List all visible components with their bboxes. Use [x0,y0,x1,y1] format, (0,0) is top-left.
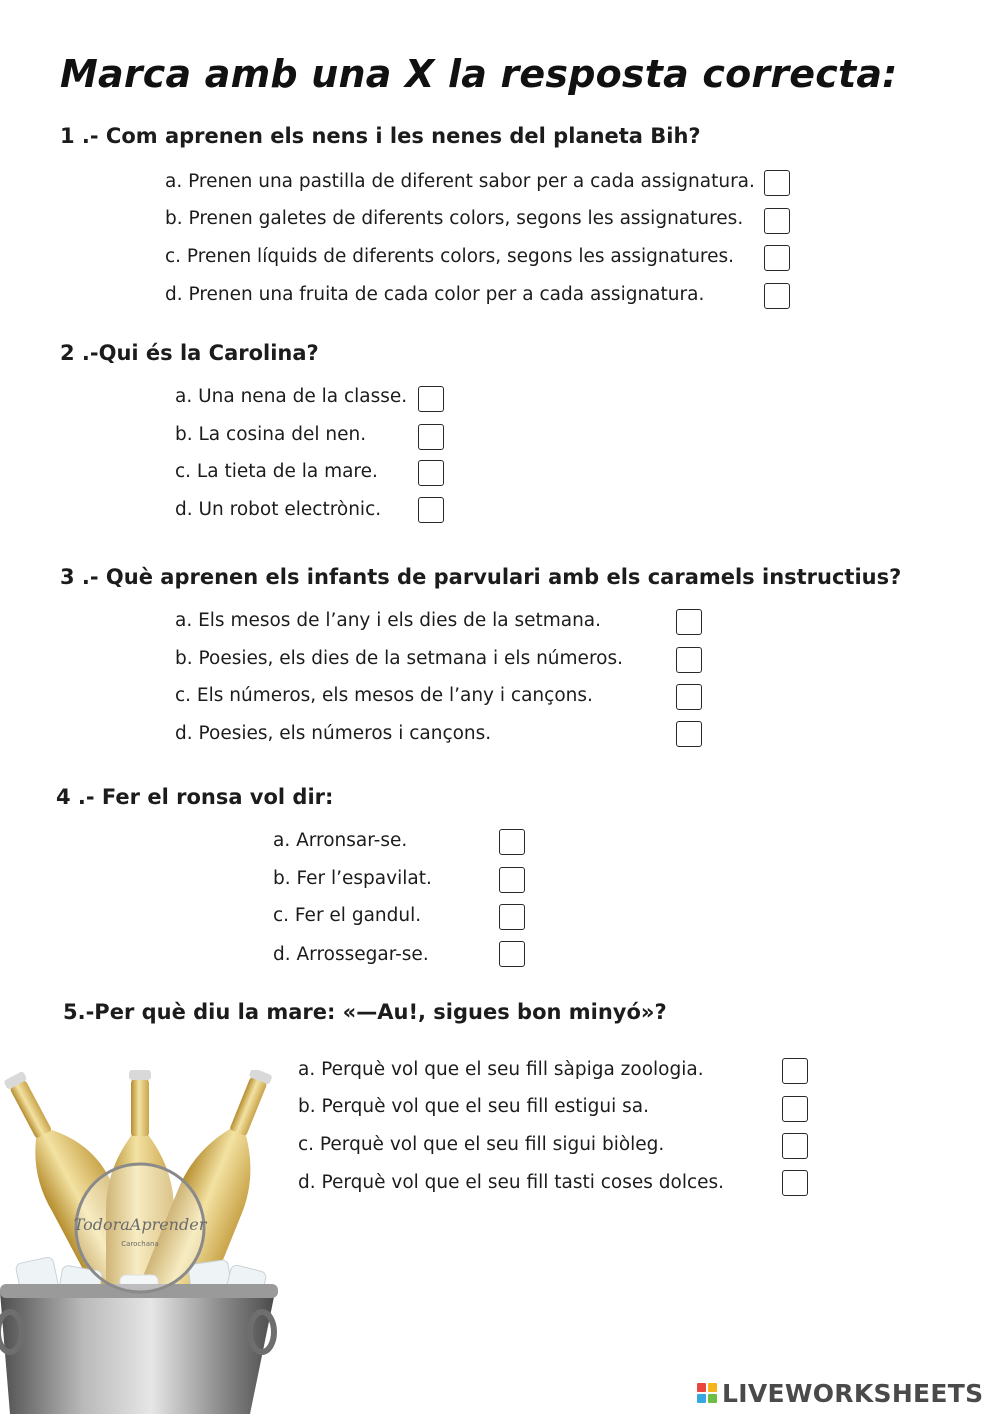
question-2-option-c-checkbox[interactable] [418,460,444,486]
question-4-option-b-checkbox[interactable] [499,867,525,893]
question-1-option-d: d. Prenen una fruita de cada color per a cada assignatura. [165,284,705,305]
question-2-option-b-checkbox[interactable] [418,424,444,450]
question-1-option-a: a. Prenen una pastilla de diferent sabor per a cada assignatura. [165,171,755,192]
liveworksheets-brand[interactable] [697,1378,983,1408]
question-5-option-c: c. Perquè vol que el seu fill sigui biòleg. [298,1134,665,1155]
question-3-option-d-checkbox[interactable] [676,721,702,747]
question-4-option-c: c. Fer el gandul. [273,905,422,926]
question-5-option-a: a. Perquè vol que el seu fill sàpiga zoologia. [298,1059,704,1080]
watermark-subtext: Carochana [121,1240,159,1248]
question-5-option-a-checkbox[interactable] [782,1058,808,1084]
page-title: Marca amb una X la resposta correcta: [60,52,898,96]
question-1-option-c-checkbox[interactable] [764,245,790,271]
question-3-option-c-checkbox[interactable] [676,684,702,710]
question-4-option-c-checkbox[interactable] [499,904,525,930]
question-1-option-b: b. Prenen galetes de diferents colors, segons les assignatures. [165,208,744,229]
question-2-option-b: b. La cosina del nen. [175,424,367,445]
question-3-option-c: c. Els números, els mesos de l’any i cançons. [175,685,593,706]
question-1-option-d-checkbox[interactable] [764,283,790,309]
question-5-option-d-checkbox[interactable] [782,1170,808,1196]
brand-name: LIVEWORKSHEETS [722,1378,984,1408]
question-5-option-c-checkbox[interactable] [782,1133,808,1159]
question-5-option-d: d. Perquè vol que el seu fill tasti coses dolces. [298,1172,725,1193]
question-5: 5.-Per què diu la mare: «—Au!, sigues bon minyó»? [63,1000,667,1024]
question-2-option-a: a. Una nena de la classe. [175,386,408,407]
question-2-option-a-checkbox[interactable] [418,386,444,412]
watermark-signature: TodoraAprender [73,1215,207,1234]
question-4: 4 .- Fer el ronsa vol dir: [56,785,334,809]
question-1-option-a-checkbox[interactable] [764,170,790,196]
question-1: 1 .- Com aprenen els nens i les nenes del planeta Bih? [60,124,701,148]
question-5-option-b: b. Perquè vol que el seu fill estigui sa. [298,1096,650,1117]
question-2-option-d: d. Un robot electrònic. [175,499,382,520]
question-5-option-b-checkbox[interactable] [782,1096,808,1122]
question-3-option-b-checkbox[interactable] [676,647,702,673]
question-4-option-b: b. Fer l’espavilat. [273,868,432,889]
question-4-option-d: d. Arrossegar-se. [273,944,429,965]
question-3-option-a-checkbox[interactable] [676,609,702,635]
question-4-option-a-checkbox[interactable] [499,829,525,855]
question-3-option-a: a. Els mesos de l’any i els dies de la setmana. [175,610,602,631]
liveworksheets-logo-icon [697,1383,717,1403]
question-1-option-c: c. Prenen líquids de diferents colors, segons les assignatures. [165,246,735,267]
question-3: 3 .- Què aprenen els infants de parvulari amb els caramels instructius? [60,565,902,589]
question-3-option-b: b. Poesies, els dies de la setmana i els números. [175,648,623,669]
question-4-option-a: a. Arronsar-se. [273,830,408,851]
question-4-option-d-checkbox[interactable] [499,941,525,967]
question-3-option-d: d. Poesies, els números i cançons. [175,723,492,744]
question-1-option-b-checkbox[interactable] [764,208,790,234]
beer-bucket-icon [0,1070,300,1418]
question-2-option-d-checkbox[interactable] [418,497,444,523]
question-2: 2 .-Qui és la Carolina? [60,341,319,365]
question-2-option-c: c. La tieta de la mare. [175,461,378,482]
